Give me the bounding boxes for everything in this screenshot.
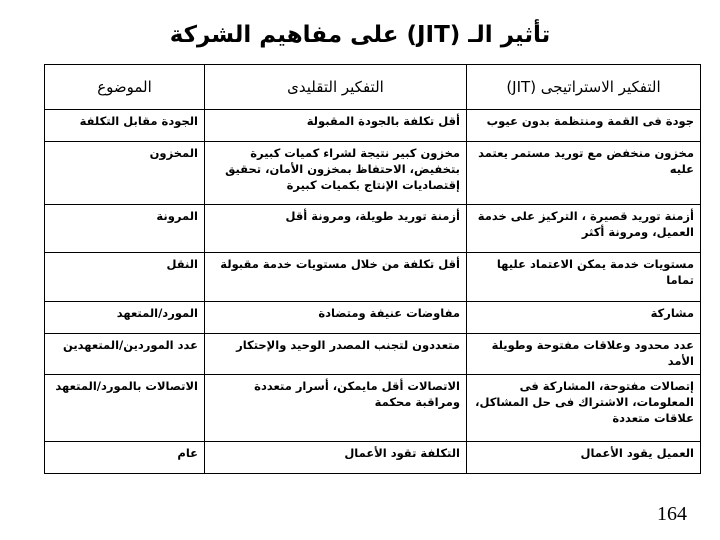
page-number: 164 bbox=[657, 503, 687, 525]
cell-topic: الاتصالات بالمورد/المتعهد bbox=[45, 374, 205, 442]
page-title: تأثير الـ (JIT) على مفاهيم الشركة bbox=[169, 22, 551, 48]
header-topic: الموضوع bbox=[45, 65, 205, 110]
cell-topic: المرونة bbox=[45, 204, 205, 253]
table-header-row bbox=[45, 65, 701, 110]
table-row bbox=[45, 253, 701, 302]
cell-topic: المخزون bbox=[45, 141, 205, 204]
cell-jit: مشاركة bbox=[467, 302, 701, 334]
cell-topic: الجودة مقابل التكلفة bbox=[45, 110, 205, 142]
table-row bbox=[45, 333, 701, 374]
cell-traditional: أقل تكلفة بالجودة المقبولة bbox=[205, 110, 467, 142]
table-row bbox=[45, 302, 701, 334]
header-jit: التفكير الاستراتيجى (JIT) bbox=[467, 65, 701, 110]
header-traditional: التفكير التقليدى bbox=[205, 65, 467, 110]
cell-jit: جودة فى القمة ومنتظمة بدون عيوب bbox=[467, 110, 701, 142]
cell-traditional: التكلفة تقود الأعمال bbox=[205, 442, 467, 474]
cell-traditional: مفاوضات عنيفة ومتضادة bbox=[205, 302, 467, 334]
cell-traditional: أقل تكلفة من خلال مستويات خدمة مقبولة bbox=[205, 253, 467, 302]
cell-jit: مستويات خدمة يمكن الاعتماد عليها تماما bbox=[467, 253, 701, 302]
cell-jit: مخزون منخفض مع توريد مستمر يعتمد عليه bbox=[467, 141, 701, 204]
cell-topic: النقل bbox=[45, 253, 205, 302]
comparison-table bbox=[44, 64, 701, 474]
cell-topic: المورد/المتعهد bbox=[45, 302, 205, 334]
cell-jit: عدد محدود وعلاقات مفتوحة وطويلة الأمد bbox=[467, 333, 701, 374]
cell-traditional: الاتصالات أقل مايمكن، أسرار متعددة ومراقبة محكمة bbox=[205, 374, 467, 442]
cell-jit: أزمنة توريد قصيرة ، التركيز على خدمة العميل، ومرونة أكثر bbox=[467, 204, 701, 253]
table-row bbox=[45, 110, 701, 142]
cell-traditional: أزمنة توريد طويلة، ومرونة أقل bbox=[205, 204, 467, 253]
cell-traditional: متعددون لتجنب المصدر الوحيد والإحتكار bbox=[205, 333, 467, 374]
table-row bbox=[45, 204, 701, 253]
cell-topic: عام bbox=[45, 442, 205, 474]
table-row bbox=[45, 374, 701, 442]
table-row bbox=[45, 442, 701, 474]
table-row bbox=[45, 141, 701, 204]
cell-topic: عدد الموردين/المتعهدين bbox=[45, 333, 205, 374]
cell-jit: العميل يقود الأعمال bbox=[467, 442, 701, 474]
cell-traditional: مخزون كبير نتيجة لشراء كميات كبيرة بتخفيض، الاحتفاظ بمخزون الأمان، تحقيق إقتصاديات الإنتاج بكميات كبيرة bbox=[205, 141, 467, 204]
cell-jit: إتصالات مفتوحة، المشاركة فى المعلومات، الاشتراك فى حل المشاكل، علاقات متعددة bbox=[467, 374, 701, 442]
